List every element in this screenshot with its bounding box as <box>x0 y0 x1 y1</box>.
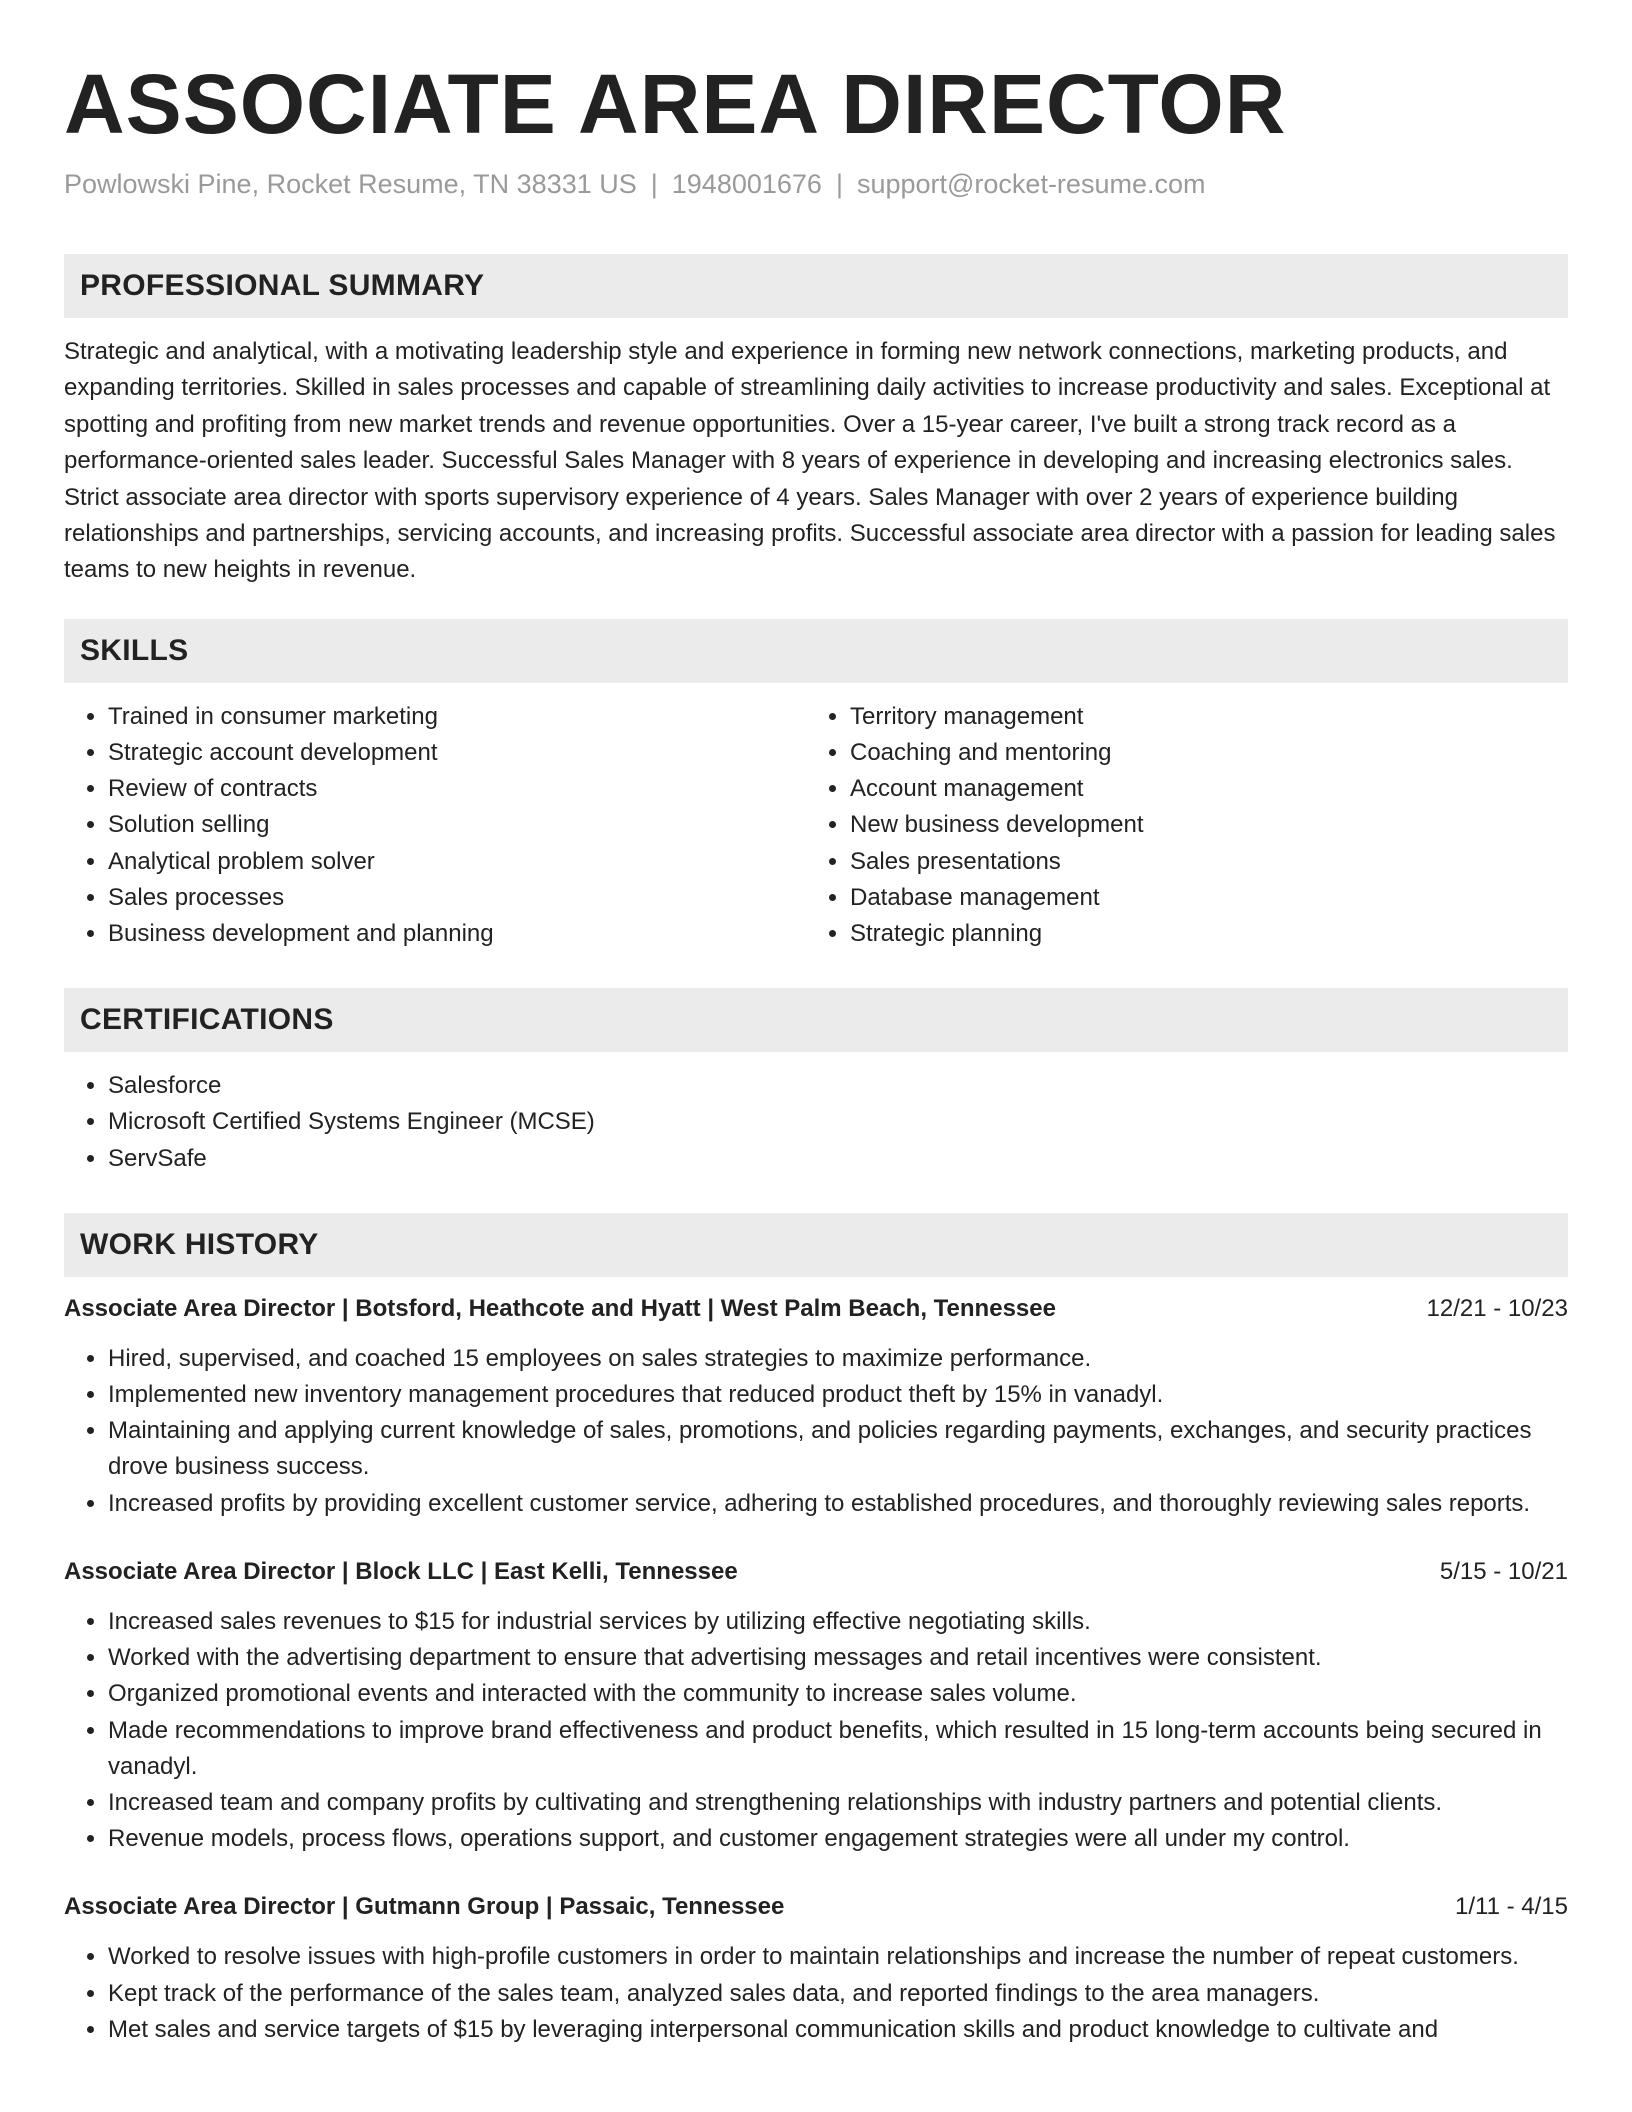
skill-item: • Database management <box>850 880 1548 916</box>
job-bullet: • Made recommendations to improve brand effectiveness and product benefits, which resulted in 15 long-term accounts being secured in vanadyl. <box>108 1713 1568 1785</box>
job-bullet: • Met sales and service targets of $15 by leveraging interpersonal communication skills and product knowledge to cultivate and <box>108 2012 1568 2048</box>
job-bullet: • Revenue models, process flows, operations support, and customer engagement strategies were all under my control. <box>108 1821 1568 1857</box>
job-bullet: • Implemented new inventory management procedures that reduced product theft by 15% in vanadyl. <box>108 1377 1568 1413</box>
skill-item: • New business development <box>850 807 1548 843</box>
skill-item: • Business development and planning <box>108 916 806 952</box>
job-header <box>64 1291 1568 1327</box>
skill-item: • Trained in consumer marketing <box>108 699 806 735</box>
job-title: Associate Area Director | Gutmann Group | Passaic, Tennessee <box>64 1893 785 1921</box>
job-bullet: • Worked to resolve issues with high-profile customers in order to maintain relationships and increase the number of repeat customers. <box>108 1939 1568 1975</box>
job-entry <box>64 1889 1568 2048</box>
job-bullet: • Kept track of the performance of the sales team, analyzed sales data, and reported findings to the area managers. <box>108 1976 1568 2012</box>
skill-item: • Sales processes <box>108 880 806 916</box>
skill-item: • Review of contracts <box>108 771 806 807</box>
summary-text: Strategic and analytical, with a motivating leadership style and experience in forming new network connections, marketing products, and expanding territories. Skilled in sales processes and capable of streamlining daily activities to increase productivity and sales. Exceptional at spotting and profiting from new market trends and revenue opportunities. Over a 15-year career, I've built a strong track record as a performance-oriented sales leader. Successful Sales Manager with 8 years of experience in developing and increasing electronics sales. Strict associate area director with sports supervisory experience of 4 years. Sales Manager with over 2 years of experience building relationships and partnerships, servicing accounts, and increasing profits. Successful associate area director with a passion for leading sales teams to new heights in revenue. <box>64 338 1556 584</box>
job-bullets <box>64 1939 1568 2048</box>
job-header <box>64 1554 1568 1590</box>
certification-item: • Salesforce <box>108 1068 1568 1104</box>
job-bullet: • Worked with the advertising department to ensure that advertising messages and retail incentives were consistent. <box>108 1640 1568 1676</box>
resume-page <box>64 52 1568 2048</box>
skill-item: • Territory management <box>850 699 1548 735</box>
summary-heading: PROFESSIONAL SUMMARY <box>64 254 1568 318</box>
job-bullet: • Increased team and company profits by cultivating and strengthening relationships with industry partners and potential clients. <box>108 1785 1568 1821</box>
job-dates: 12/21 - 10/23 <box>1426 1294 1568 1322</box>
job-bullet: • Organized promotional events and interacted with the community to increase sales volume. <box>108 1676 1568 1712</box>
job-dates: 5/15 - 10/21 <box>1439 1557 1568 1585</box>
resume-name: ASSOCIATE AREA DIRECTOR <box>64 57 1287 151</box>
skills-left-list <box>64 699 806 952</box>
job-title: Associate Area Director | Botsford, Heathcote and Hyatt | West Palm Beach, Tennessee <box>64 1294 1056 1322</box>
job-title: Associate Area Director | Block LLC | East Kelli, Tennessee <box>64 1557 738 1585</box>
contact-email: support@rocket-resume.com <box>856 169 1206 199</box>
job-dates: 1/11 - 4/15 <box>1455 1893 1568 1921</box>
contact-line <box>64 166 1568 202</box>
skill-item: • Account management <box>850 771 1548 807</box>
skill-item: • Analytical problem solver <box>108 844 806 880</box>
job-entry <box>64 1291 1568 1522</box>
job-bullet: • Increased profits by providing excellent customer service, adhering to established procedures, and thoroughly reviewing sales reports. <box>108 1486 1568 1522</box>
skill-item: • Strategic planning <box>850 916 1548 952</box>
skills-right-list <box>806 699 1548 952</box>
certification-item: • Microsoft Certified Systems Engineer (MCSE) <box>108 1104 1568 1140</box>
contact-separator: | <box>835 169 843 199</box>
job-bullets <box>64 1341 1568 1522</box>
skill-item: • Coaching and mentoring <box>850 735 1548 771</box>
certifications-heading: CERTIFICATIONS <box>64 988 1568 1052</box>
job-bullet: • Increased sales revenues to $15 for industrial services by utilizing effective negotiating skills. <box>108 1604 1568 1640</box>
job-bullet: • Maintaining and applying current knowledge of sales, promotions, and policies regarding payments, exchanges, and security practices drove business success. <box>108 1413 1568 1485</box>
certification-item: • ServSafe <box>108 1141 1568 1177</box>
skill-item: • Solution selling <box>108 807 806 843</box>
job-bullets <box>64 1604 1568 1857</box>
skill-item: • Strategic account development <box>108 735 806 771</box>
contact-address: Powlowski Pine, Rocket Resume, TN 38331 US <box>64 169 637 199</box>
skills-columns <box>64 699 1568 952</box>
job-entry <box>64 1554 1568 1857</box>
job-header <box>64 1889 1568 1925</box>
contact-separator: | <box>650 169 658 199</box>
skill-item: • Sales presentations <box>850 844 1548 880</box>
work-history-heading: WORK HISTORY <box>64 1213 1568 1277</box>
skills-heading: SKILLS <box>64 619 1568 683</box>
certifications-list <box>64 1068 1568 1177</box>
job-bullet: • Hired, supervised, and coached 15 employees on sales strategies to maximize performance. <box>108 1341 1568 1377</box>
contact-phone: 1948001676 <box>671 169 822 199</box>
